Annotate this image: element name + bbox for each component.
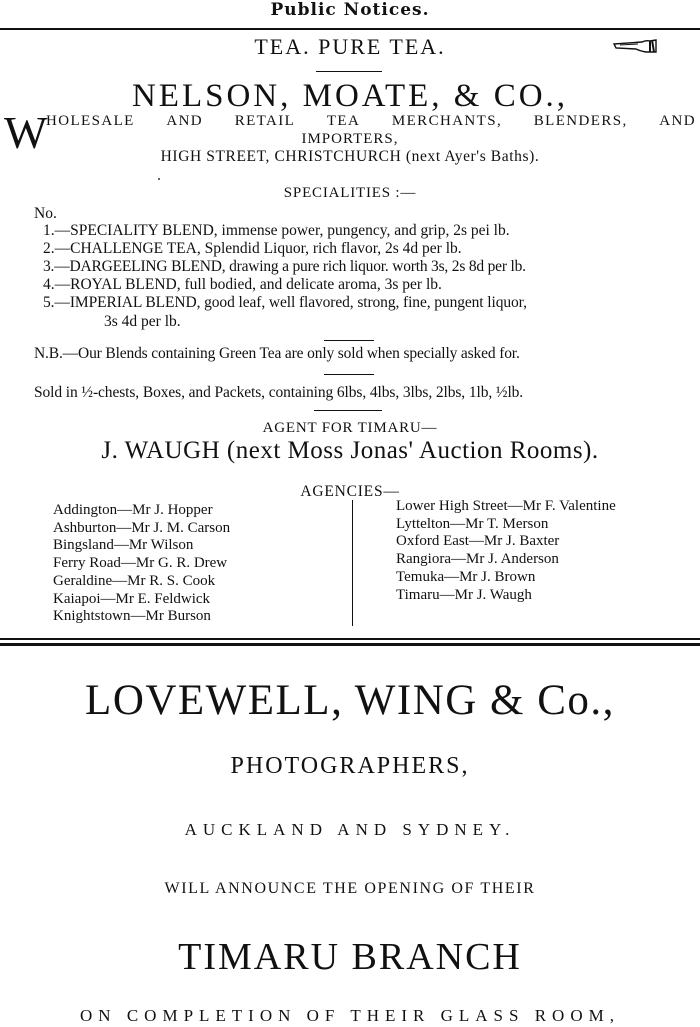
tea-ad-title: TEA. PURE TEA. [254,34,446,59]
section-divider [0,638,700,640]
agency-entry: Temuka—Mr J. Brown [396,568,536,585]
agency-entry: Knightstown—Mr Burson [53,608,211,625]
agency-entry: Bingsland—Mr Wilson [53,537,194,554]
tea-address: HIGH STREET, CHRISTCHURCH (next Ayer's Baths). [160,148,540,165]
completion-line: ON COMPLETION OF THEIR GLASS ROOM, [80,1006,620,1025]
speciality-item: 4.—ROYAL BLEND, full bodied, and delicate aroma, 3s per lb. [43,276,442,293]
intro-line [46,113,696,130]
agent-heading: AGENT FOR TIMARU— [262,420,438,436]
intro-word: BLENDERS, [533,113,628,129]
agency-entry: Ferry Road—Mr G. R. Drew [53,555,228,572]
photo-trade: PHOTOGRAPHERS, [230,753,470,779]
agency-entry: Lyttelton—Mr T. Merson [396,515,549,532]
dropcap-letter: W [4,107,48,158]
header-rule [0,28,700,30]
column-divider [352,500,353,626]
number-label: No. [34,205,57,222]
intro-word: MERCHANTS, [391,113,503,129]
agency-entry: Timaru—Mr J. Waugh [396,586,532,603]
photo-firm-name: LOVEWELL, WING & Co., [85,677,615,724]
tea-firm-name: NELSON, MOATE, & CO., [131,78,569,114]
short-rule [324,340,374,341]
pointing-hand-icon [612,34,660,61]
agencies-heading: AGENCIES— [300,483,400,500]
short-rule [314,410,382,411]
intro-word: AND [659,113,696,129]
agency-entry: Kaiapoi—Mr E. Feldwick [53,590,211,607]
agencies-right-column [396,498,616,604]
nota-bene: N.B.—Our Blends containing Green Tea are only sold when specially asked for. [34,345,520,362]
intro-word: HOLESALE [46,113,135,129]
photo-cities: AUCKLAND AND SYDNEY. [184,820,516,839]
agency-entry: Addington—Mr J. Hopper [53,502,213,518]
branch-title: TIMARU BRANCH [178,936,522,978]
agency-entry: Rangiora—Mr J. Anderson [396,551,559,568]
agent-name: J. WAUGH (next Moss Jonas' Auction Rooms). [101,437,599,464]
dot-mark [158,178,160,180]
intro-word: RETAIL [234,113,296,129]
agencies-left-column [53,502,230,626]
speciality-item: 2.—CHALLENGE TEA, Splendid Liquor, rich flavor, 2s 4d per lb. [43,240,462,257]
speciality-item: 3.—DARGEELING BLEND, drawing a pure rich liquor. worth 3s, 2s 8d per lb. [43,258,526,275]
intro-word: TEA [326,113,361,129]
intro-line-2: IMPORTERS, [301,131,399,147]
short-rule [324,374,374,375]
intro-word: AND [166,113,204,129]
packaging-line: Sold in ½-chests, Boxes, and Packets, containing 6lbs, 4lbs, 3lbs, 2lbs, 1lb, ½lb. [34,384,524,401]
speciality-item-continuation: 3s 4d per lb. [104,313,181,330]
page-section-header: Public Notices. [270,0,430,20]
agency-entry: Oxford East—Mr J. Baxter [396,533,560,550]
short-rule [316,71,382,72]
specialities-heading: SPECIALITIES :— [283,185,417,201]
photo-announcement: WILL ANNOUNCE THE OPENING OF THEIR [164,880,536,897]
section-divider [0,643,700,646]
agency-entry: Ashburton—Mr J. M. Carson [53,519,231,536]
agency-entry: Geraldine—Mr R. S. Cook [53,572,216,589]
speciality-item: 1.—SPECIALITY BLEND, immense power, pungency, and grip, 2s pei lb. [43,222,510,239]
speciality-item: 5.—IMPERIAL BLEND, good leaf, well flavored, strong, fine, pungent liquor, [43,294,527,311]
agency-entry: Lower High Street—Mr F. Valentine [396,498,616,514]
